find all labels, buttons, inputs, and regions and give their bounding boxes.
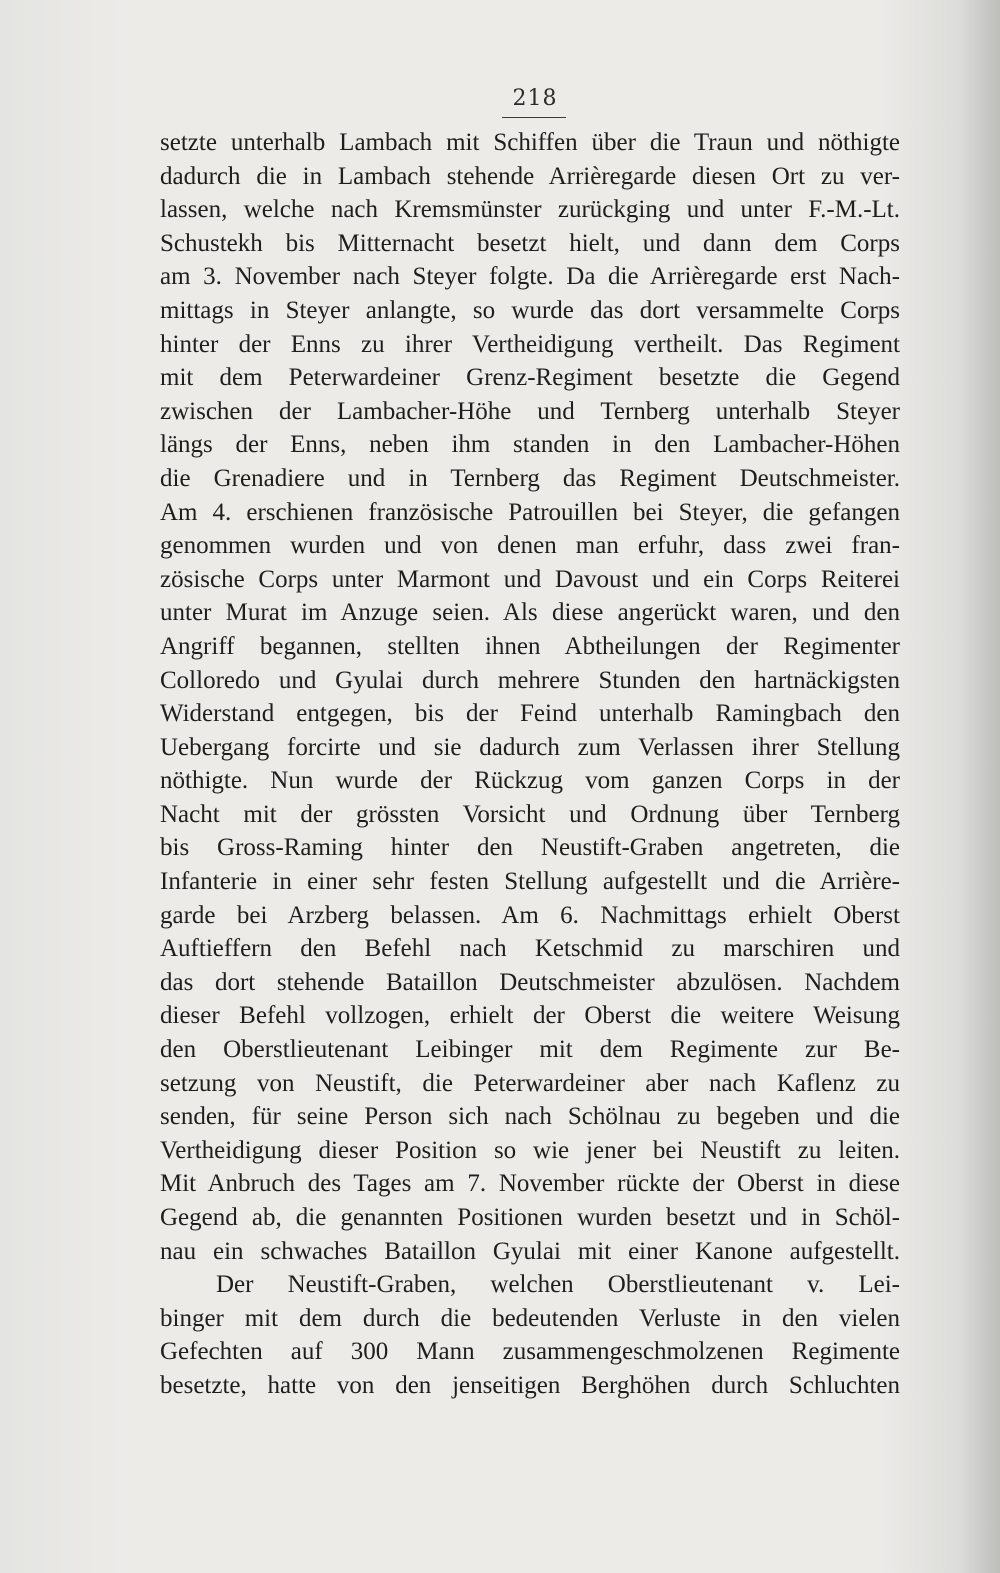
text-line: lassen, welche nach Kremsmünster zurückging und unter F.-M.-Lt. [160, 196, 900, 224]
text-line: Gegend ab, die genannten Positionen wurden besetzt und in Schöl- [160, 1204, 900, 1231]
text-line: mittags in Steyer anlangte, so wurde das dort versammelte Corps [160, 296, 900, 324]
text-line: Der Neustift-Graben, welchen Oberstlieutenant v. Lei- [216, 1271, 900, 1299]
text-line: setzung von Neustift, die Peterwardeiner aber nach Kaflenz zu [160, 1069, 900, 1097]
text-line: zwischen der Lambacher-Höhe und Ternberg unterhalb Steyer [160, 397, 900, 425]
text-line: zösische Corps unter Marmont und Davoust und ein Corps Reiterei [160, 565, 900, 593]
text-line: mit dem Peterwardeiner Grenz-Regiment besetzte die Gegend [160, 364, 900, 392]
text-line: binger mit dem durch die bedeutenden Verluste in den vielen [160, 1304, 900, 1332]
text-line: Colloredo und Gyulai durch mehrere Stunden den hartnäckigsten [160, 666, 900, 694]
page-number-rule [502, 117, 566, 118]
text-line: garde bei Arzberg belassen. Am 6. Nachmittags erhielt Oberst [160, 901, 900, 929]
text-line: den Oberstlieutenant Leibinger mit dem Regimente zur Be- [160, 1036, 900, 1064]
page-number: 218 [512, 86, 558, 111]
text-line: Auftieffern den Befehl nach Ketschmid zu marschiren und [160, 935, 900, 963]
text-line: bis Gross-Raming hinter den Neustift-Graben angetreten, die [160, 834, 900, 862]
text-line: Am 4. erschienen französische Patrouillen bei Steyer, die gefangen [160, 498, 900, 526]
text-line: die Grenadiere und in Ternberg das Regiment Deutschmeister. [160, 464, 900, 492]
text-line: das dort stehende Bataillon Deutschmeister abzulösen. Nachdem [160, 968, 900, 996]
text-line: nöthigte. Nun wurde der Rückzug vom ganzen Corps in der [160, 767, 900, 795]
body-text [160, 126, 900, 1403]
text-line: nau ein schwaches Bataillon Gyulai mit einer Kanone aufgestellt. [160, 1237, 900, 1265]
text-line: Vertheidigung dieser Position so wie jener bei Neustift zu leiten. [160, 1136, 900, 1164]
text-line: dadurch die in Lambach stehende Arrièregarde diesen Ort zu ver- [160, 162, 900, 190]
text-line: senden, für seine Person sich nach Schölnau zu begeben und die [160, 1103, 900, 1131]
text-line: genommen wurden und von denen man erfuhr, dass zwei fran- [160, 532, 900, 560]
text-line: Angriff begannen, stellten ihnen Abtheilungen der Regimenter [160, 632, 900, 660]
text-line: am 3. November nach Steyer folgte. Da die Arrièregarde erst Nach- [160, 263, 900, 291]
text-line: Gefechten auf 300 Mann zusammengeschmolzenen Regimente [160, 1338, 900, 1366]
text-line: hinter der Enns zu ihrer Vertheidigung vertheilt. Das Regiment [160, 330, 900, 358]
text-line: besetzte, hatte von den jenseitigen Berghöhen durch Schluchten [160, 1371, 900, 1399]
text-line: dieser Befehl vollzogen, erhielt der Oberst die weitere Weisung [160, 1002, 900, 1030]
text-line: Infanterie in einer sehr festen Stellung aufgestellt und die Arrière- [160, 868, 900, 896]
text-line: unter Murat im Anzuge seien. Als diese angerückt waren, und den [160, 599, 900, 627]
text-line: Widerstand entgegen, bis der Feind unterhalb Ramingbach den [160, 700, 900, 728]
text-line: Nacht mit der grössten Vorsicht und Ordnung über Ternberg [160, 800, 900, 828]
text-line: Uebergang forcirte und sie dadurch zum Verlassen ihrer Stellung [160, 733, 900, 761]
text-line: Schustekh bis Mitternacht besetzt hielt, und dann dem Corps [160, 229, 900, 257]
text-line: Mit Anbruch des Tages am 7. November rückte der Oberst in diese [160, 1170, 900, 1198]
text-line: längs der Enns, neben ihm standen in den Lambacher-Höhen [160, 431, 900, 459]
text-line: setzte unterhalb Lambach mit Schiffen über die Traun und nöthigte [160, 129, 900, 156]
